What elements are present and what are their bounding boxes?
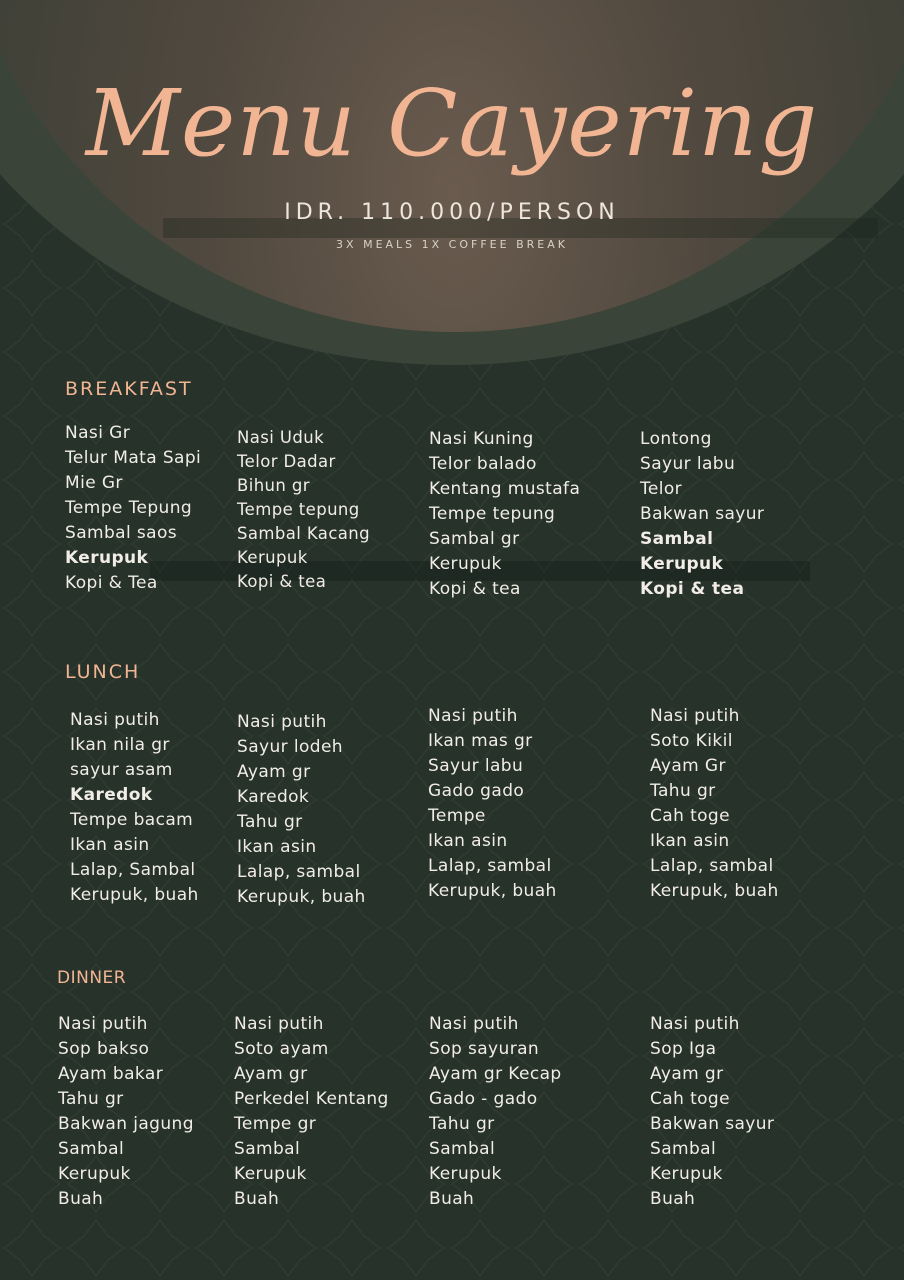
list-item: Kerupuk bbox=[237, 548, 308, 567]
list-item: Tempe bbox=[428, 806, 486, 826]
list-item: Kentang mustafa bbox=[429, 479, 581, 499]
list-item: Tempe tepung bbox=[429, 504, 556, 524]
list-item: Nasi putih bbox=[234, 1014, 324, 1034]
list-item: Ikan nila gr bbox=[70, 735, 170, 755]
list-item: sayur asam bbox=[70, 760, 173, 780]
list-item: Nasi putih bbox=[650, 1014, 740, 1034]
list-item: Tempe gr bbox=[234, 1114, 317, 1134]
list-item: Bakwan sayur bbox=[650, 1114, 775, 1134]
list-item: Karedok bbox=[237, 787, 310, 807]
list-item: Kerupuk bbox=[65, 548, 149, 568]
list-item: Sambal bbox=[650, 1139, 717, 1159]
list-item: Sambal bbox=[234, 1139, 301, 1159]
list-item: Kopi & tea bbox=[640, 579, 745, 599]
list-item: Lalap, Sambal bbox=[70, 860, 196, 880]
list-item: Soto Kikil bbox=[650, 731, 733, 751]
list-item: Sayur labu bbox=[428, 756, 524, 776]
list-item: Ayam gr bbox=[234, 1064, 308, 1084]
list-item: Telor balado bbox=[429, 454, 537, 474]
list-item: Kerupuk bbox=[234, 1164, 307, 1184]
list-item: Tempe bacam bbox=[70, 810, 194, 830]
list-item: Sambal bbox=[58, 1139, 125, 1159]
list-item: Ayam gr Kecap bbox=[429, 1064, 562, 1084]
list-item: Telor bbox=[640, 479, 683, 499]
list-item: Sop sayuran bbox=[429, 1039, 540, 1059]
list-item: Sambal saos bbox=[65, 523, 178, 543]
list-item: Mie Gr bbox=[65, 473, 123, 493]
list-item: Tahu gr bbox=[429, 1114, 495, 1134]
breakfast-column-1 bbox=[65, 421, 201, 596]
breakfast-column-4 bbox=[640, 427, 764, 602]
list-item: Ikan asin bbox=[70, 835, 150, 855]
menu-title: Menu Cayering bbox=[85, 70, 819, 177]
lunch-column-2 bbox=[237, 710, 366, 910]
list-item: Ayam gr bbox=[237, 762, 311, 782]
list-item: Bakwan jagung bbox=[58, 1114, 194, 1134]
lunch-column-3 bbox=[428, 704, 557, 904]
list-item: Tahu gr bbox=[58, 1089, 124, 1109]
list-item: Tempe tepung bbox=[237, 500, 360, 519]
list-item: Ayam bakar bbox=[58, 1064, 164, 1084]
list-item: Gado - gado bbox=[429, 1089, 538, 1109]
list-item: Kerupuk bbox=[429, 554, 502, 574]
list-item: Cah toge bbox=[650, 1089, 730, 1109]
lunch-column-1 bbox=[70, 708, 199, 908]
list-item: Sambal bbox=[429, 1139, 496, 1159]
breakfast-column-3 bbox=[429, 427, 580, 602]
list-item: Sayur labu bbox=[640, 454, 736, 474]
list-item: Bakwan sayur bbox=[640, 504, 765, 524]
list-item: Buah bbox=[429, 1189, 475, 1209]
list-item: Tempe Tepung bbox=[65, 498, 193, 518]
list-item: Tahu gr bbox=[650, 781, 716, 801]
list-item: Lalap, sambal bbox=[237, 862, 361, 882]
list-item: Gado gado bbox=[428, 781, 525, 801]
list-item: Ikan asin bbox=[650, 831, 730, 851]
list-item: Lontong bbox=[640, 429, 712, 449]
list-item: Kerupuk, buah bbox=[428, 881, 557, 901]
dinner-title: DINNER bbox=[57, 968, 127, 988]
list-item: Ikan mas gr bbox=[428, 731, 533, 751]
list-item: Ikan asin bbox=[428, 831, 508, 851]
list-item: Nasi putih bbox=[237, 712, 327, 732]
price-per-person: IDR. 110.000/PERSON bbox=[284, 200, 620, 225]
list-item: Nasi Kuning bbox=[429, 429, 534, 449]
meals-subtitle: 3X MEALS 1X COFFEE BREAK bbox=[336, 238, 568, 251]
list-item: Buah bbox=[234, 1189, 280, 1209]
list-item: Tahu gr bbox=[237, 812, 303, 832]
list-item: Perkedel Kentang bbox=[234, 1089, 389, 1109]
list-item: Sayur lodeh bbox=[237, 737, 343, 757]
list-item: Lalap, sambal bbox=[650, 856, 774, 876]
list-item: Kerupuk bbox=[58, 1164, 131, 1184]
breakfast-column-2 bbox=[237, 426, 370, 594]
list-item: Nasi putih bbox=[428, 706, 518, 726]
list-item: Sambal gr bbox=[429, 529, 520, 549]
list-item: Kerupuk, buah bbox=[650, 881, 779, 901]
dinner-column-1 bbox=[58, 1012, 194, 1212]
lunch-title: LUNCH bbox=[65, 661, 141, 683]
list-item: Ayam gr bbox=[650, 1064, 724, 1084]
list-item: Ikan asin bbox=[237, 837, 317, 857]
dinner-column-4 bbox=[650, 1012, 774, 1212]
list-item: Soto ayam bbox=[234, 1039, 329, 1059]
list-item: Kerupuk, buah bbox=[70, 885, 199, 905]
dinner-column-2 bbox=[234, 1012, 389, 1212]
list-item: Sop Iga bbox=[650, 1039, 717, 1059]
list-item: Kerupuk, buah bbox=[237, 887, 366, 907]
list-item: Nasi putih bbox=[58, 1014, 148, 1034]
lunch-column-4 bbox=[650, 704, 779, 904]
list-item: Nasi putih bbox=[70, 710, 160, 730]
list-item: Kopi & tea bbox=[237, 572, 327, 591]
list-item: Nasi putih bbox=[650, 706, 740, 726]
list-item: Telor Dadar bbox=[237, 452, 336, 471]
list-item: Karedok bbox=[70, 785, 153, 805]
list-item: Kopi & Tea bbox=[65, 573, 158, 593]
list-item: Sambal Kacang bbox=[237, 524, 371, 543]
list-item: Telur Mata Sapi bbox=[65, 448, 202, 468]
list-item: Kerupuk bbox=[650, 1164, 723, 1184]
list-item: Ayam Gr bbox=[650, 756, 726, 776]
list-item: Nasi putih bbox=[429, 1014, 519, 1034]
list-item: Buah bbox=[650, 1189, 696, 1209]
list-item: Sop bakso bbox=[58, 1039, 150, 1059]
list-item: Nasi Uduk bbox=[237, 428, 325, 447]
list-item: Lalap, sambal bbox=[428, 856, 552, 876]
list-item: Kerupuk bbox=[640, 554, 724, 574]
list-item: Nasi Gr bbox=[65, 423, 131, 443]
list-item: Bihun gr bbox=[237, 476, 310, 495]
list-item: Buah bbox=[58, 1189, 104, 1209]
list-item: Kerupuk bbox=[429, 1164, 502, 1184]
list-item: Kopi & tea bbox=[429, 579, 521, 599]
dinner-column-3 bbox=[429, 1012, 562, 1212]
list-item: Cah toge bbox=[650, 806, 730, 826]
list-item: Sambal bbox=[640, 529, 714, 549]
breakfast-title: BREAKFAST bbox=[65, 378, 193, 400]
